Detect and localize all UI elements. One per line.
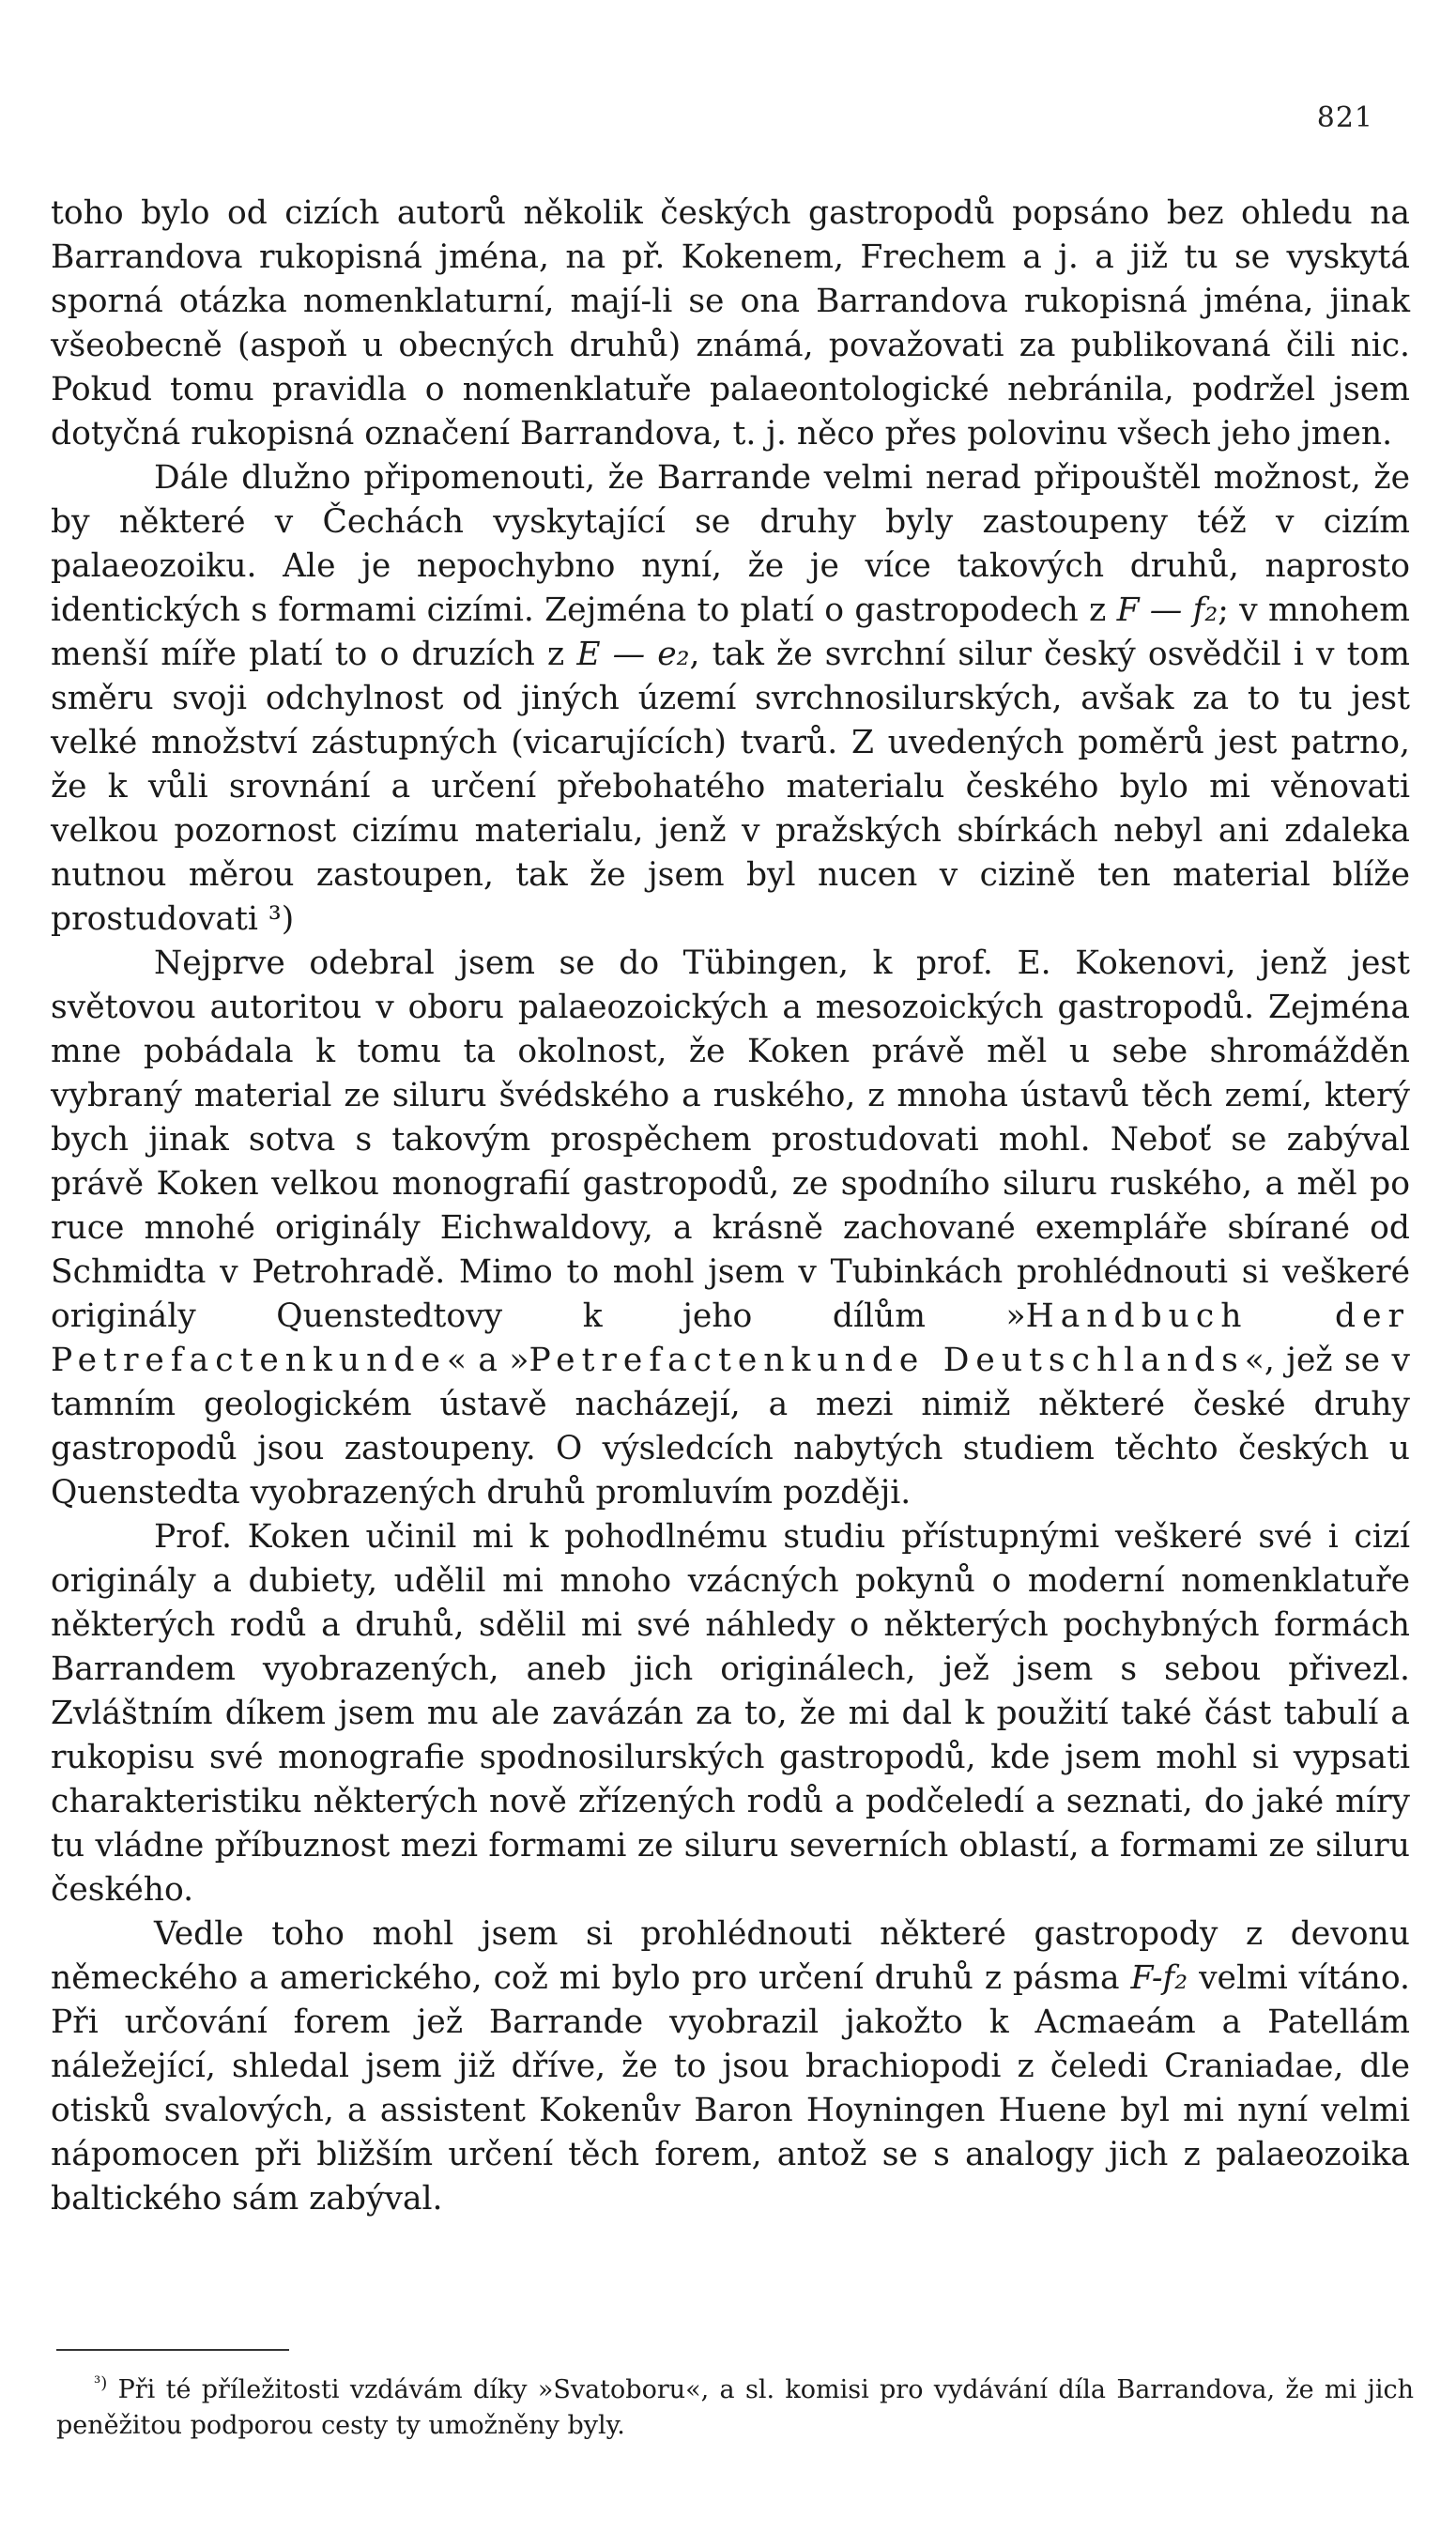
book-title: Handbuch der Petrefactenkunde [51, 1297, 1410, 1379]
paragraph-text: Prof. Koken učinil mi k pohodlnému studiu přístupnými veškeré své i cizí originály a dubiety, udělil mi mnoho vzácných pokynů o moderní nomenklatuře některých rodů a druhů, sdělil mi své náhledy o některých pochybných formách Barrandem vyobrazených, aneb jich originálech, jež jsem s sebou přivezl. Zvláštním díkem jsem mu ale zavázán za to, že mi dal k použití také část tabulí a rukopisu své monografie spodnosilurských gastropodů, kde jsem mohl si vypsati charakteristiku některých nově zřízených rodů a podčeledí a seznati, do jaké míry tu vládne příbuznost mezi formami ze siluru severních oblastí, a formami ze siluru českého. [51, 1518, 1410, 1909]
paragraph-text: velmi vítáno. Při určování forem jež Barrande vyobrazil jakožto k Acmaeám a Patellám náležející, shledal jsem již dříve, že to jsou brachiopodi z čeledi Craniadae, dle otisků svalových, a assistent Kokenův Baron Hoyningen Huene byl mi nyní velmi nápomocen při bližším určení těch forem, antož se s analogy jich z palaeozoika baltického sám zabýval. [51, 1959, 1410, 2218]
footnote-divider [56, 2349, 289, 2351]
page-number: 821 [1316, 101, 1373, 134]
paragraph-text: ; v mnohem menší míře platí to o druzích z [51, 591, 1410, 673]
paragraph-text: « a » [446, 1342, 529, 1379]
formula-text: E — e₂ [576, 636, 690, 673]
paragraph-text: Nejprve odebral jsem se do Tübingen, k prof. E. Kokenovi, jenž jest světovou autoritou v oboru palaeozoických a mesozoických gastropodů. Zejména mne pobádala k tomu ta okolnost, že Koken právě měl u sebe shromážděn vybraný material ze siluru švédského a ruského, z mnoha ústavů těch zemí, který bych jinak sotva s takovým prospěchem prostudovati mohl. Neboť se zabýval právě Koken velkou monografií gastropodů, ze spodního siluru ruského, a měl po ruce mnohé originály Eichwaldovy, a krásně zachované exempláře sbírané od Schmidta v Petrohradě. Mimo to mohl jsem v Tubinkách prohlédnouti si veškeré originály Quenstedtovy k jeho dílům » [51, 944, 1410, 1335]
paragraph-text: Vedle toho mohl jsem si prohlédnouti některé gastropody z devonu německého a amerického, což mi bylo pro určení druhů z pásma [51, 1915, 1410, 1997]
footnote-mark: ³) [94, 2373, 108, 2393]
paragraph [51, 1912, 1410, 2221]
book-title: Petrefactenkunde Deutschlands [529, 1342, 1245, 1379]
paragraph [51, 456, 1410, 942]
paragraph [51, 942, 1410, 1515]
paragraph-text: , tak že svrchní silur český osvědčil i v tom směru svoji odchylnost od jiných území svrchnosilurských, avšak za to tu jest velké množství zástupných (vicarujících) tvarů. Z uvedených poměrů jest patrno, že k vůli srovnání a určení přebohatého materialu českého bylo mi věnovati velkou pozornost cizímu materialu, jenž v pražských sbírkách nebyl ani zdaleka nutnou měrou zastoupen, tak že jsem byl nucen v cizině ten material blíže prostudovati ³) [51, 636, 1410, 938]
paragraph [51, 1515, 1410, 1912]
body-text [51, 192, 1410, 2221]
formula-text: F — f₂ [1116, 591, 1218, 629]
paragraph-text: toho bylo od cizích autorů několik českých gastropodů popsáno bez ohledu na Barrandova rukopisná jména, na př. Kokenem, Frechem a j. a již tu se vyskytá sporná otázka nomenklaturní, mají-li se ona Barrandova rukopisná jména, jinak všeobecně (aspoň u obecných druhů) známá, považovati za publikovaná čili nic. Pokud tomu pravidla o nomenklatuře palaeontologické nebránila, podržel jsem dotyčná rukopisná označení Barrandova, t. j. něco přes polovinu všech jeho jmen. [51, 194, 1410, 453]
paragraph-text: Dále dlužno připomenouti, že Barrande velmi nerad připouštěl možnost, že by některé v Čechách vyskytající se druhy byly zastoupeny též v cizím palaeozoiku. Ale je nepochybno nyní, že je více takových druhů, naprosto identických s formami cizími. Zejména to platí o gastropodech z [51, 459, 1410, 629]
paragraph [51, 192, 1410, 456]
formula-text: F-f₂ [1130, 1959, 1188, 1997]
footnote-text: Při té příležitosti vzdávám díky »Svatoboru«, a sl. komisi pro vydávání díla Barrandova, že mi jich peněžitou podporou cesty ty umožněny byly. [56, 2375, 1414, 2440]
footnote [56, 2366, 1414, 2444]
paragraph-text: «, jež se v tamním geologickém ústavě nacházejí, a mezi nimiž některé české druhy gastropodů jsou zastoupeny. O výsledcích nabytých studiem těchto českých u Quenstedta vyobrazených druhů promluvím později. [51, 1342, 1410, 1512]
